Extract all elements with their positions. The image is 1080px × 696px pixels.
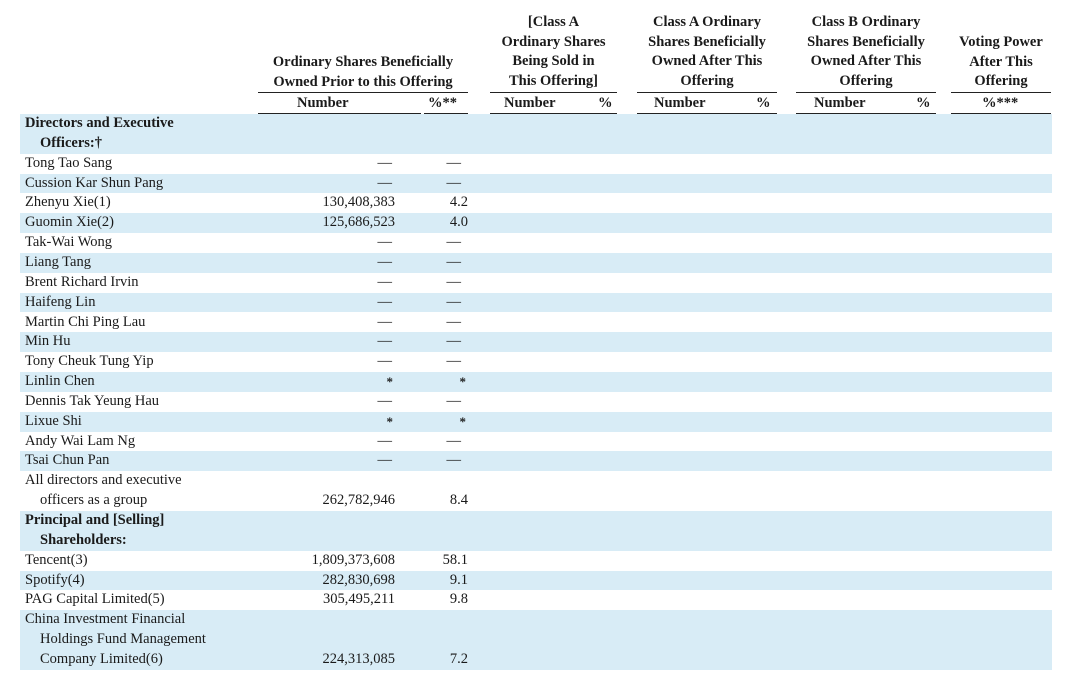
row-label	[25, 253, 91, 273]
row-label	[25, 233, 112, 253]
row-label	[25, 471, 182, 511]
row-label-line: Principal and [Selling]	[25, 512, 165, 528]
row-label	[25, 432, 135, 452]
shares-number: —	[377, 353, 392, 370]
header-line: [Class A	[527, 14, 580, 30]
shares-number: —	[377, 293, 392, 310]
row-label-line: Guomin Xie(2)	[25, 214, 114, 231]
row-label	[25, 193, 111, 213]
table-row	[0, 253, 1080, 273]
row-shading	[20, 174, 1052, 194]
row-label-line: Tony Cheuk Tung Yip	[25, 353, 154, 370]
row-label	[25, 372, 95, 392]
table-row	[0, 551, 1080, 571]
header-line: Voting Power	[959, 34, 1043, 50]
row-label	[25, 412, 82, 432]
subheader-percent: %**	[428, 95, 457, 111]
row-shading	[20, 571, 1052, 591]
table-row	[0, 193, 1080, 213]
shares-number: 125,686,523	[322, 214, 395, 231]
row-label-line: officers as a group	[40, 492, 148, 509]
header-line: Being Sold in	[512, 53, 595, 69]
row-label	[25, 610, 206, 669]
row-label-line: Company Limited(6)	[40, 650, 163, 667]
row-label-line: Andy Wai Lam Ng	[25, 432, 136, 449]
table-row	[0, 174, 1080, 194]
subheader-number: Number	[654, 95, 706, 111]
row-label	[25, 511, 164, 551]
row-label	[25, 551, 88, 571]
shares-number: —	[377, 273, 392, 290]
shares-percent: 4.0	[449, 214, 468, 231]
header-line: Owned After This	[651, 53, 763, 69]
header-line: Owned Prior to this Offering	[273, 73, 453, 90]
shares-percent: —	[446, 313, 461, 330]
row-shading	[20, 412, 1052, 432]
shares-number: 282,830,698	[322, 571, 395, 588]
row-label-line: PAG Capital Limited(5)	[25, 591, 165, 608]
shares-percent: —	[446, 273, 461, 290]
subheader-percent: %	[756, 95, 771, 111]
table-row	[0, 392, 1080, 412]
row-label-line: Spotify(4)	[25, 571, 85, 588]
row-label	[25, 332, 71, 352]
subheader-number: Number	[814, 95, 866, 111]
shares-percent: —	[446, 392, 461, 409]
table-row	[0, 412, 1080, 432]
row-label-line: Cussion Kar Shun Pang	[25, 174, 164, 191]
row-label	[25, 273, 139, 293]
shares-percent: 8.4	[449, 492, 468, 509]
row-label-line: Officers:†	[40, 134, 102, 151]
header-voting-power	[951, 33, 1051, 92]
header-line: Ordinary Shares Beneficially	[272, 54, 454, 70]
row-label-line: China Investment Financial	[25, 611, 186, 628]
row-shading	[20, 511, 1052, 551]
row-label	[25, 392, 159, 412]
row-shading	[20, 213, 1052, 233]
row-label-line: Lixue Shi	[25, 412, 82, 429]
row-shading	[20, 332, 1052, 352]
shares-number: *	[386, 413, 393, 429]
table-row	[0, 114, 1080, 154]
shares-percent: 9.1	[449, 571, 468, 588]
header-line: Class A Ordinary	[653, 14, 761, 30]
shares-percent: 9.8	[449, 591, 468, 608]
row-label-line: Dennis Tak Yeung Hau	[25, 392, 160, 409]
table-row	[0, 313, 1080, 333]
row-label	[25, 293, 95, 313]
shares-number: *	[386, 374, 393, 390]
shares-percent: —	[446, 333, 461, 350]
row-label-line: Tsai Chun Pan	[25, 452, 110, 469]
row-shading	[20, 293, 1052, 313]
shares-number: —	[377, 432, 392, 449]
table-row	[0, 332, 1080, 352]
header-line: Offering	[839, 72, 893, 89]
shares-percent: —	[446, 234, 461, 251]
shares-percent: —	[446, 174, 461, 191]
shares-percent: *	[459, 374, 466, 390]
row-label-line: Min Hu	[25, 333, 71, 350]
table-row	[0, 610, 1080, 670]
row-shading	[20, 253, 1052, 273]
header-line: This Offering]	[508, 72, 598, 89]
header-line: Shares Beneficially	[648, 33, 766, 50]
table-row	[0, 213, 1080, 233]
row-label	[25, 590, 165, 610]
row-label-line: Tak-Wai Wong	[25, 234, 112, 251]
row-label-line: Brent Richard Irvin	[25, 273, 139, 290]
shares-number: 224,313,085	[322, 650, 395, 667]
shares-percent: 4.2	[449, 194, 468, 211]
shares-number: 305,495,211	[323, 591, 395, 608]
table-row	[0, 571, 1080, 591]
table-row	[0, 372, 1080, 392]
table-row	[0, 352, 1080, 372]
shares-number: 1,809,373,608	[311, 551, 395, 568]
table-row	[0, 154, 1080, 174]
row-shading	[20, 451, 1052, 471]
shares-number: —	[377, 174, 392, 191]
shares-number: —	[377, 452, 392, 469]
header-line: Shares Beneficially	[807, 33, 925, 50]
row-shading	[20, 114, 1052, 154]
row-label-line: Directors and Executive	[25, 115, 174, 131]
shares-number: —	[377, 234, 392, 251]
shares-percent: —	[446, 154, 461, 171]
shares-number: —	[377, 154, 392, 171]
subheader-number: Number	[504, 95, 556, 111]
header-class-b-owned-after	[796, 13, 936, 91]
shares-percent: 58.1	[442, 551, 468, 568]
subheader-percent: %***	[982, 95, 1019, 111]
shares-number: 130,408,383	[322, 194, 395, 211]
shares-percent: —	[446, 293, 461, 310]
shares-number: —	[377, 392, 392, 409]
row-shading	[20, 372, 1052, 392]
row-label	[25, 352, 154, 372]
shares-number: —	[377, 313, 392, 330]
shares-percent: 7.2	[449, 650, 468, 667]
header-class-a-being-sold	[490, 13, 617, 91]
table-row	[0, 451, 1080, 471]
header-line: Offering	[680, 72, 734, 89]
subheader-number: Number	[297, 95, 349, 111]
row-label	[25, 174, 163, 194]
row-label-line: Martin Chi Ping Lau	[25, 313, 146, 330]
row-label	[25, 313, 145, 333]
row-label-line: Tong Tao Sang	[25, 154, 113, 171]
row-label	[25, 114, 174, 154]
header-line: Ordinary Shares	[501, 33, 606, 50]
row-label-line: Holdings Fund Management	[40, 631, 206, 648]
table-row	[0, 273, 1080, 293]
header-line: Owned After This	[810, 53, 922, 69]
shares-number: —	[377, 253, 392, 270]
table-row	[0, 233, 1080, 253]
subheader-percent: %	[598, 95, 613, 111]
row-label-line: Liang Tang	[25, 253, 91, 270]
shares-percent: —	[446, 253, 461, 270]
shares-number: 262,782,946	[322, 492, 395, 509]
row-label-line: Shareholders:	[40, 531, 127, 548]
table-row	[0, 590, 1080, 610]
shares-percent: —	[446, 432, 461, 449]
row-label-line: Haifeng Lin	[25, 293, 96, 310]
shares-percent: —	[446, 452, 461, 469]
row-label	[25, 154, 112, 174]
table-row	[0, 432, 1080, 452]
subheader-percent: %	[916, 95, 931, 111]
header-line: Offering	[974, 73, 1028, 89]
row-label	[25, 451, 109, 471]
row-label	[25, 213, 114, 233]
table-row	[0, 293, 1080, 313]
header-ordinary-shares-prior	[258, 53, 468, 92]
shares-percent: *	[459, 413, 466, 429]
shares-percent: —	[446, 353, 461, 370]
header-line: After This	[969, 53, 1033, 70]
header-class-a-owned-after	[637, 13, 777, 91]
row-label-line: Zhenyu Xie(1)	[25, 194, 111, 211]
table-row	[0, 471, 1080, 511]
header-line: Class B Ordinary	[811, 14, 921, 30]
row-label	[25, 571, 85, 591]
row-label-line: All directors and executive	[25, 472, 182, 489]
table-row	[0, 511, 1080, 551]
row-label-line: Linlin Chen	[25, 373, 95, 390]
shares-number: —	[377, 333, 392, 350]
row-label-line: Tencent(3)	[25, 551, 88, 568]
